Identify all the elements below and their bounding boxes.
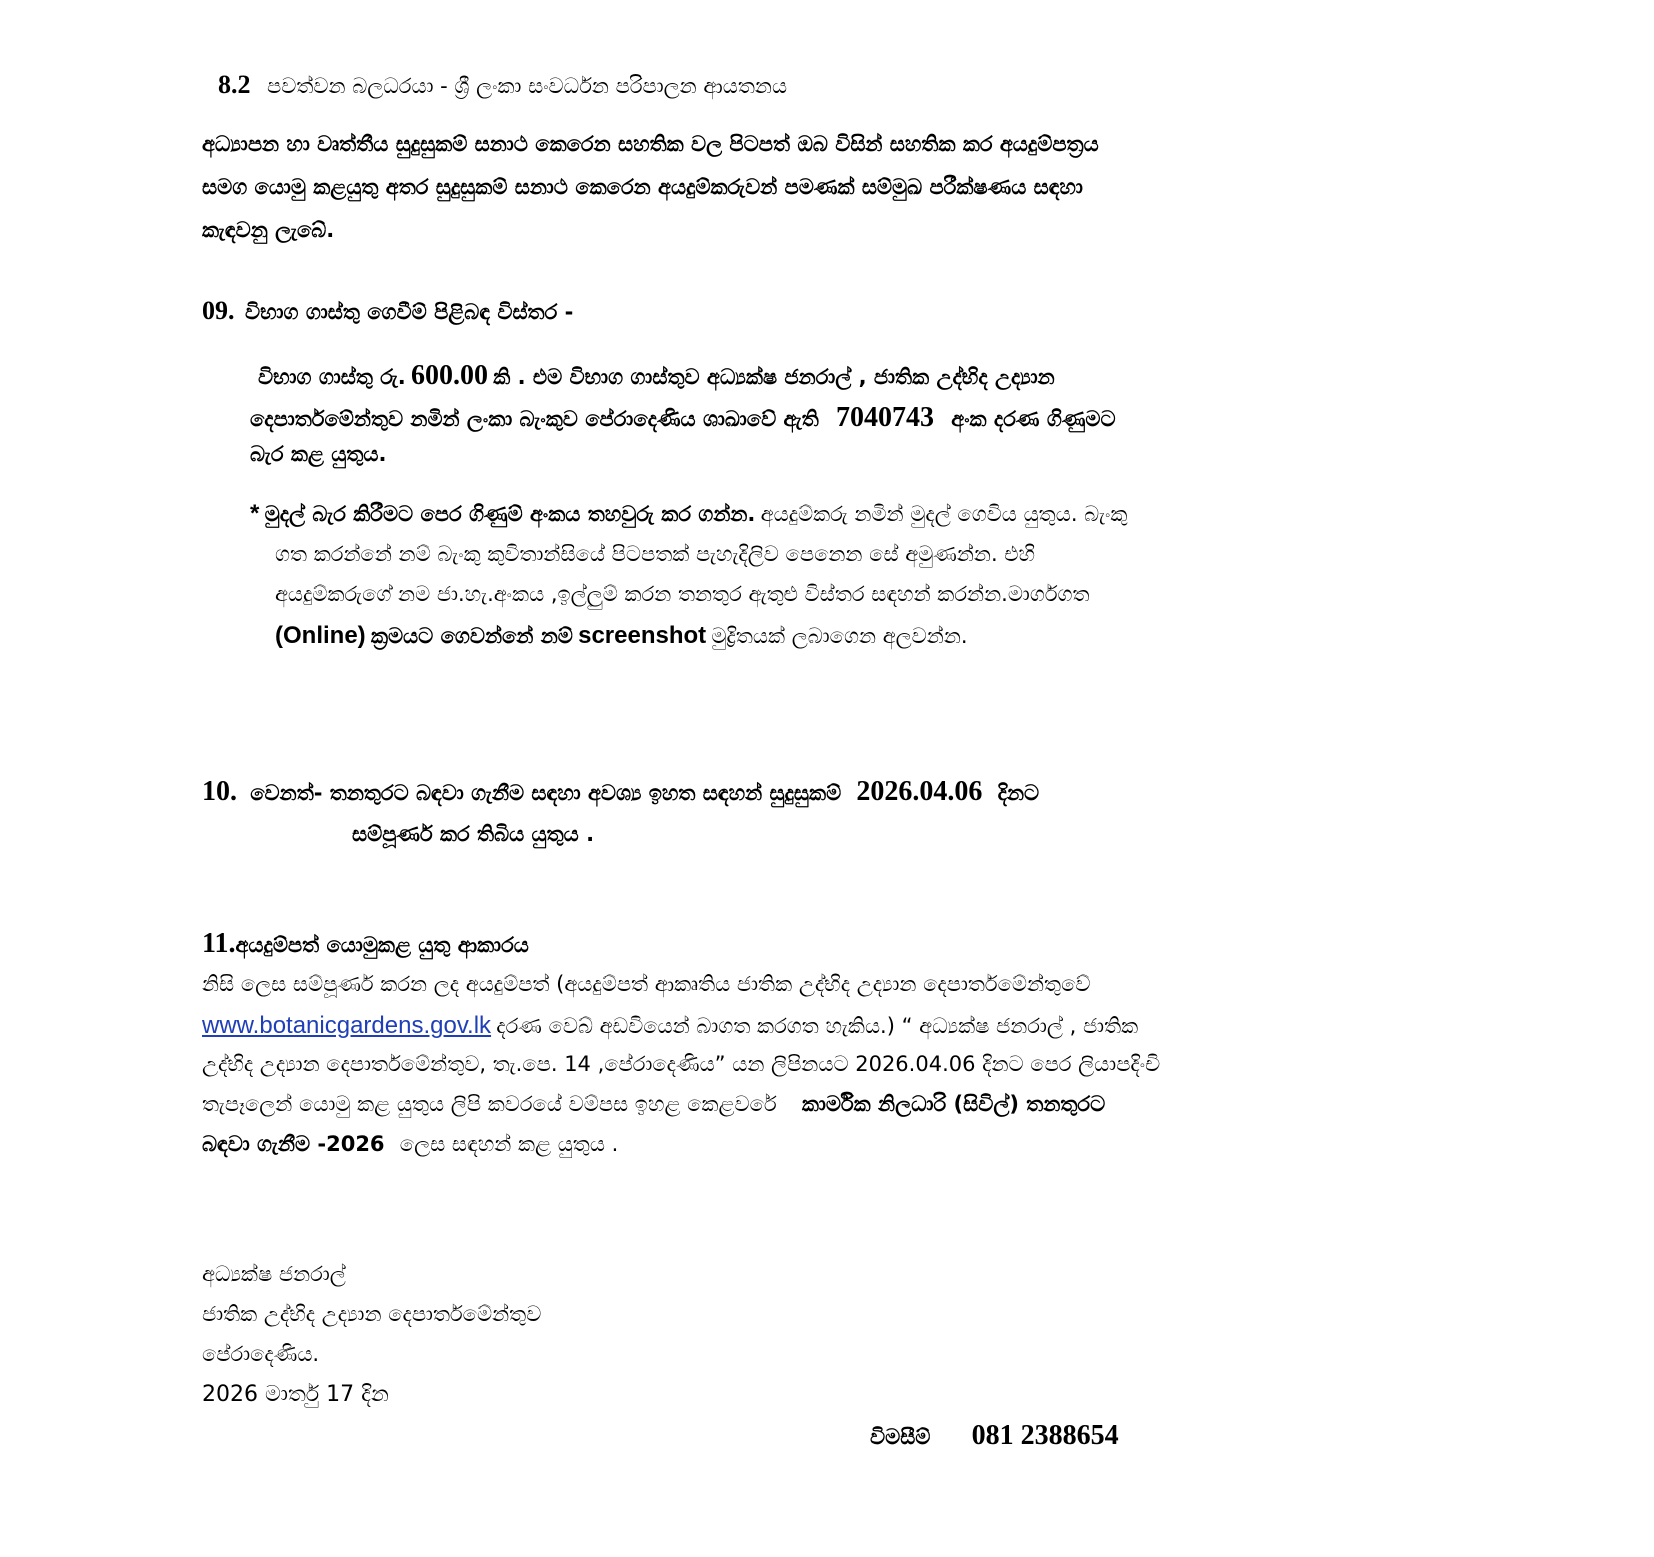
section-number: 11.: [202, 928, 236, 959]
note-line-1: [250, 500, 1127, 528]
deadline-date: 2026.04.06: [856, 776, 983, 807]
section-8-2-heading: [218, 70, 787, 100]
paragraph-text: දරණ වෙබ් අඩවියෙන් බාගත කරගත හැකිය.) “ අධ්‍යක්ෂ ජනරාල් , ජාතික: [496, 1014, 1139, 1038]
signatory-title: අධ්‍යක්ෂ ජනරාල්: [202, 1262, 346, 1286]
website-link[interactable]: www.botanicgardens.gov.lk: [202, 1012, 492, 1039]
letter-date: 2026 මාර්තු 17 දින: [202, 1382, 389, 1407]
section-09-heading: [202, 296, 573, 326]
paragraph-line: නිසි ලෙස සම්පූර්ණ කරන ලද අයදුම්පත් (අයදුම්පත් ආකෘතිය ජාතික උද්භිද උද්‍යාන දෙපාර්තමේන්තුවේ: [202, 972, 1091, 996]
contact-line: [870, 1420, 1119, 1452]
signatory-location: පේරාදෙණිය.: [202, 1342, 320, 1366]
section-10-text: වෙනත්- තනතුරට බඳවා ගැනීම සඳහා අවශ්‍ය ඉහත සඳහන් සුදුසුකම්: [250, 781, 842, 805]
account-number: 7040743: [836, 402, 935, 433]
section-number: 09.: [202, 296, 235, 325]
fee-text: අංක දරණ ගිණුමට: [951, 407, 1116, 431]
note-text: ක්‍රමයට ගෙවන්නේ නම්: [370, 624, 573, 648]
online-label: (Online): [275, 622, 366, 649]
paragraph-text: ලෙස සඳහන් කළ යුතුය .: [399, 1132, 619, 1156]
paragraph-line: [202, 1132, 618, 1157]
section-number: 10.: [202, 776, 237, 807]
fee-line-3: බැර කළ යුතුය.: [250, 442, 387, 466]
paragraph-line: උද්භිද උද්‍යාන දෙපාර්තමේන්තුව, තැ.පෙ. 14 ,පේරාදෙණිය” යන ලිපිනයට 2026.04.06 දිනට පෙර ලියාපදිංචි: [202, 1052, 1161, 1076]
contact-label: විමසීම්: [870, 1425, 931, 1449]
section-10-line-2: සම්පූර්ණ කර තිබිය යුතුය .: [352, 822, 595, 846]
fee-line-2: [250, 402, 1116, 434]
paragraph-line: [202, 1012, 1138, 1040]
paragraph-line: සමග යොමු කළයුතු අතර සුදුසුකම් සනාථ කෙරෙන අයදුම්කරුවන් පමණක් සම්මුඛ පරීක්ෂණය සඳහා: [202, 175, 1083, 199]
fee-line-1: [258, 360, 1458, 392]
position-title: කාර්මික නිලධාරි (සිවිල්) තනතුරට: [801, 1092, 1106, 1116]
note-line-3: අයදුම්කරුගේ නම ජා.හැ.අංකය ,ඉල්ලුම් කරන තනතුර ඇතුළු විස්තර සඳහන් කරන්න.මාර්ගගත: [275, 582, 1090, 606]
paragraph-line: අධ්‍යාපන හා වෘත්තීය සුදුසුකම් සනාථ කෙරෙන සහතික වල පිටපත් ඔබ විසින් සහතික කර අයදුම්පත්‍රය: [202, 132, 1099, 156]
note-text: මුද්‍රිතයක් ලබාගෙන අලවන්න.: [711, 624, 968, 648]
section-11-heading: [202, 928, 529, 960]
contact-phone: 081 2388654: [971, 1420, 1119, 1451]
paragraph-line: [202, 1092, 1105, 1117]
note-line-4: [275, 622, 968, 650]
fee-text: දෙපාර්තමේන්තුව නමින් ලංකා බැංකුව පේරාදෙණිය ශාඛාවේ ඇති: [250, 407, 819, 431]
section-heading-text: විභාග ගාස්තු ගෙවීම් පිළිබඳ විස්තර -: [245, 300, 574, 324]
paragraph-line: කැඳවනු ලැබේ.: [202, 218, 335, 242]
note-bold-text: මුදල් බැර කිරීමට පෙර ගිණුම් අංකය තහවුරු කර ගන්න.: [264, 502, 756, 526]
section-heading-text: අයදුම්පත් යොමුකළ යුතු ආකාරය: [235, 933, 529, 957]
section-10-text-end: දිනට: [997, 781, 1040, 805]
fee-amount: 600.00: [411, 360, 489, 391]
recruitment-label: බඳවා ගැනීම -2026: [202, 1132, 385, 1156]
section-number: 8.2: [218, 70, 251, 99]
fee-text: කි . එම විභාග ගාස්තුව අධ්‍යක්ෂ ජනරාල් , ජාතික උද්භිද උද්‍යාන: [493, 365, 1055, 389]
paragraph-text: තැපෑලෙන් යොමු කළ යුතුය ලිපි කවරයේ වම්පස ඉහළ කෙළවරේ: [202, 1092, 777, 1116]
note-asterisk: *: [250, 500, 260, 527]
signatory-department: ජාතික උද්භිද උද්‍යාන දෙපාර්තමේන්තුව: [202, 1302, 542, 1326]
section-10: [202, 776, 1039, 808]
note-text: අයදුම්කරු නමින් මුදල් ගෙවිය යුතුය. බැංකු: [760, 502, 1128, 526]
screenshot-label: screenshot: [578, 622, 707, 649]
section-heading-text: පවත්වන බලධරයා - ශ්‍රී ලංකා සංවර්ධන පරිපාලන ආයතනය: [267, 74, 788, 98]
note-line-2: ගත කරන්නේ නම් බැංකු කුවිතාන්සියේ පිටපතක් පැහැදිලිව පෙනෙන සේ අමුණන්න. එහි: [275, 542, 1036, 566]
fee-text: විභාග ගාස්තු රු.: [258, 365, 406, 389]
